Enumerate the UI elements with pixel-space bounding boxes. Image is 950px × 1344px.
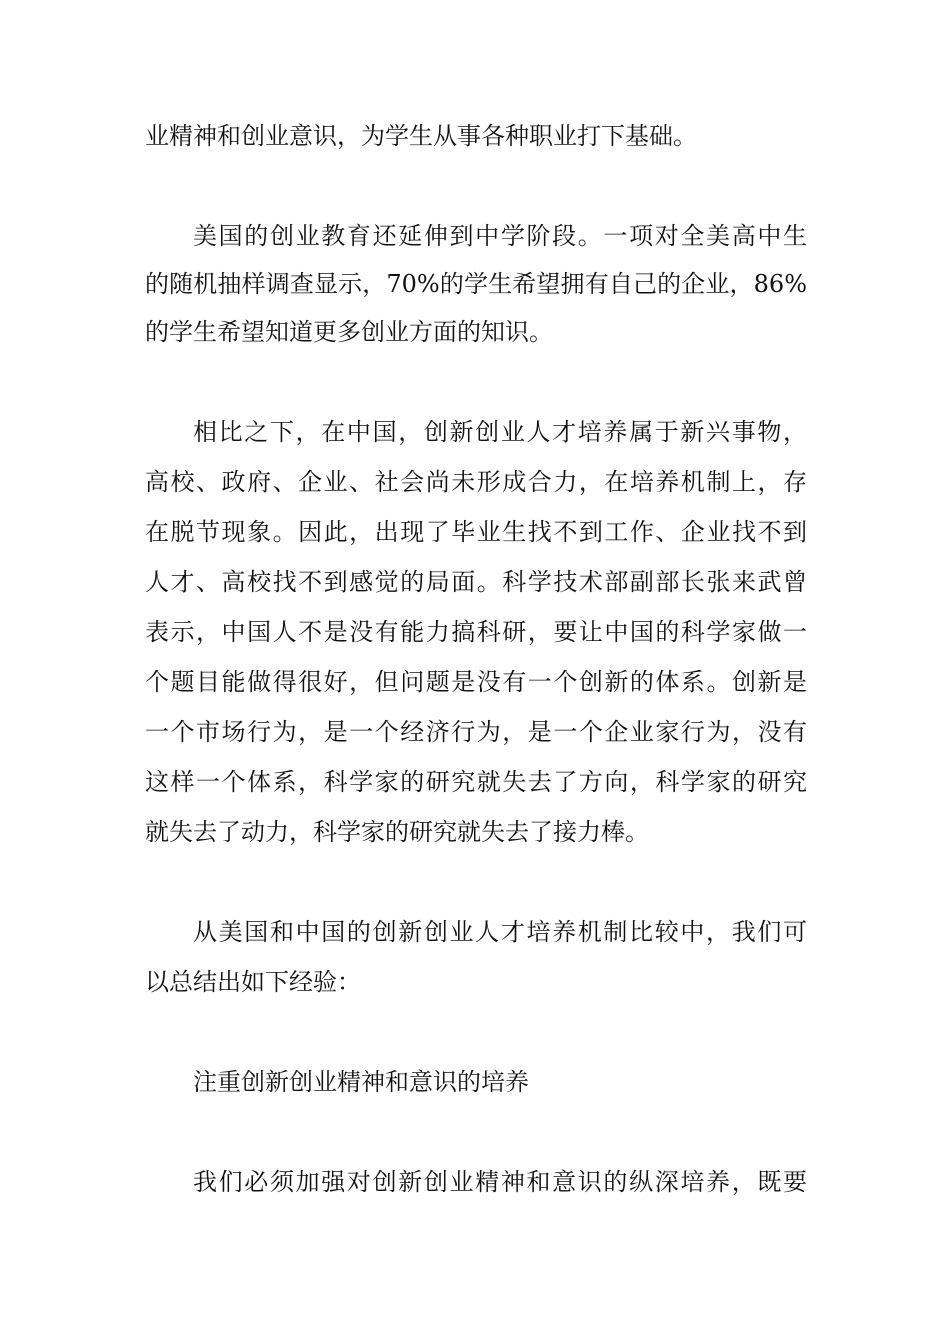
paragraph-line: 的随机抽样调查显示，70%的学生希望拥有自己的企业，86% xyxy=(145,270,807,298)
paragraph-line: 以总结出如下经验： xyxy=(145,968,361,996)
paragraph-line: 业精神和创业意识，为学生从事各种职业打下基础。 xyxy=(145,122,697,150)
paragraph-line: 这样一个体系，科学家的研究就失去了方向，科学家的研究 xyxy=(145,768,807,796)
paragraph-line: 在脱节现象。因此，出现了毕业生找不到工作、企业找不到 xyxy=(145,518,807,546)
paragraph-line: 的学生希望知道更多创业方面的知识。 xyxy=(145,318,553,346)
paragraph-line: 高校、政府、企业、社会尚未形成合力，在培养机制上，存 xyxy=(145,468,807,496)
paragraph-line: 我们必须加强对创新创业精神和意识的纵深培养，既要 xyxy=(193,1168,807,1196)
paragraph-line: 从美国和中国的创新创业人才培养机制比较中，我们可 xyxy=(193,918,807,946)
section-heading: 注重创新创业精神和意识的培养 xyxy=(193,1068,529,1096)
paragraph-line: 相比之下，在中国，创新创业人才培养属于新兴事物， xyxy=(193,418,807,446)
paragraph-line: 表示，中国人不是没有能力搞科研，要让中国的科学家做一 xyxy=(145,618,807,646)
paragraph-line: 美国的创业教育还延伸到中学阶段。一项对全美高中生 xyxy=(193,222,807,250)
paragraph-line: 人才、高校找不到感觉的局面。科学技术部副部长张来武曾 xyxy=(145,568,807,596)
paragraph-line: 就失去了动力，科学家的研究就失去了接力棒。 xyxy=(145,818,649,846)
paragraph-line: 个题目能做得很好，但问题是没有一个创新的体系。创新是 xyxy=(145,668,807,696)
paragraph-line: 一个市场行为，是一个经济行为，是一个企业家行为，没有 xyxy=(145,718,807,746)
